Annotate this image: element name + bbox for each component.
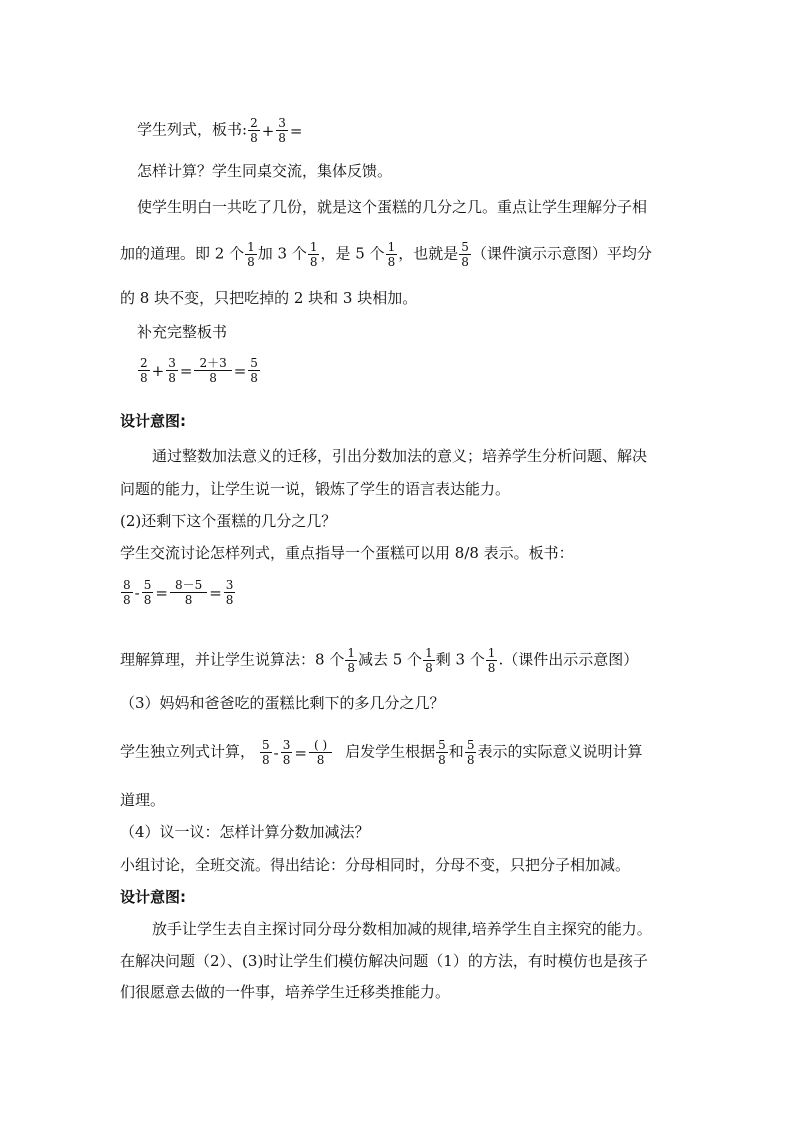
fraction: $\frac{1}{8}$	[309, 240, 318, 269]
fraction: $\frac{2}{8}$	[140, 356, 148, 385]
paragraph: 的 8 块不变，只把吃掉的 2 块和 3 块相加。	[120, 289, 418, 307]
fraction: $\frac{( )}{8}$	[309, 738, 332, 767]
paragraph-with-fractions: 学生独立列式计算， $\frac{5}{8}$ - $\frac{3}{8}$ = $\frac{( )}{8}$ 启发学生根据 $\frac{5}{8}$ 和 $\frac{5}{8}$ 表示的实际意义说明计算	[120, 738, 643, 767]
board-expression-3: $\frac{8}{8}$ - $\frac{5}{8}$ = $\frac{8-5}{8}$ = $\frac{3}{8}$	[123, 578, 234, 607]
question: （4）议一议：怎样计算分数加减法？	[120, 823, 370, 841]
question: （3）妈妈和爸爸吃的蛋糕比剩下的多几分之几？	[120, 694, 445, 712]
paragraph-with-fractions: 加的道理。即 2 个 $\frac{1}{8}$ 加 3 个 $\frac{1}{8}$ ，是 5 个 $\frac{1}{8}$ ，也就是 $\frac{5}{8}$ （课件演示示意图）平均分	[120, 240, 652, 269]
fraction: $\frac{3}{8}$	[278, 116, 286, 145]
fraction: $\frac{2}{8}$	[250, 116, 258, 145]
fraction: $\frac{8-5}{8}$	[170, 578, 207, 607]
board-expression-2: $\frac{2}{8}$ + $\frac{3}{8}$ = $\frac{2+3}{8}$ = $\frac{5}{8}$	[140, 356, 258, 385]
fraction: $\frac{5}{8}$	[438, 738, 446, 767]
section-heading: 设计意图:	[120, 888, 186, 906]
paragraph: 们很愿意去做的一件事，培养学生迁移类推能力。	[120, 983, 451, 1001]
paragraph-with-fractions: 理解算理，并让学生说算法：8 个 $\frac{1}{8}$ 减去 5 个 $\frac{1}{8}$ 剩 3 个 $\frac{1}{8}$ .（课件出示示意图）	[120, 646, 639, 675]
board-expression-1: 学生列式，板书: $\frac{2}{8}$ + $\frac{3}{8}$ =	[137, 116, 303, 145]
fraction: $\frac{5}{8}$	[262, 738, 270, 767]
fraction: $\frac{5}{8}$	[250, 356, 258, 385]
fraction: $\frac{1}{8}$	[387, 240, 396, 269]
fraction: $\frac{5}{8}$	[461, 240, 469, 269]
paragraph: 使学生明白一共吃了几份，就是这个蛋糕的几分之几。重点让学生理解分子相	[137, 198, 648, 216]
paragraph: 学生交流讨论怎样列式，重点指导一个蛋糕可以用 8/8 表示。板书：	[120, 544, 574, 562]
section-heading: 设计意图:	[120, 412, 186, 430]
fraction: $\frac{3}{8}$	[225, 578, 234, 607]
paragraph: 小组讨论，全班交流。得出结论：分母相同时，分母不变，只把分子相加减。	[120, 856, 631, 874]
fraction: $\frac{5}{8}$	[466, 738, 475, 767]
paragraph: 道理。	[120, 791, 166, 809]
fraction: $\frac{1}{8}$	[247, 240, 255, 269]
paragraph: 通过整数加法意义的迁移，引出分数加法的意义；培养学生分析问题、解决	[152, 447, 648, 465]
question: (2)还剩下这个蛋糕的几分之几？	[120, 512, 337, 530]
paragraph: 在解决问题（2）、(3)时让学生们模仿解决问题（1）的方法，有时模仿也是孩子	[120, 952, 648, 970]
fraction: $\frac{1}{8}$	[347, 646, 355, 675]
fraction: $\frac{1}{8}$	[425, 646, 433, 675]
fraction: $\frac{3}{8}$	[168, 356, 176, 385]
fraction: $\frac{8}{8}$	[123, 578, 131, 607]
paragraph: 补充完整板书	[137, 323, 228, 341]
fraction: $\frac{3}{8}$	[282, 738, 291, 767]
fraction: $\frac{1}{8}$	[487, 646, 496, 675]
paragraph: 怎样计算？学生同桌交流，集体反馈。	[137, 162, 393, 180]
fraction: $\frac{5}{8}$	[143, 578, 152, 607]
fraction: $\frac{2+3}{8}$	[194, 356, 231, 385]
paragraph: 放手让学生去自主探讨同分母分数相加减的规律,培养学生自主探究的能力。	[152, 920, 652, 938]
paragraph: 问题的能力，让学生说一说，锻炼了学生的语言表达能力。	[120, 480, 511, 498]
